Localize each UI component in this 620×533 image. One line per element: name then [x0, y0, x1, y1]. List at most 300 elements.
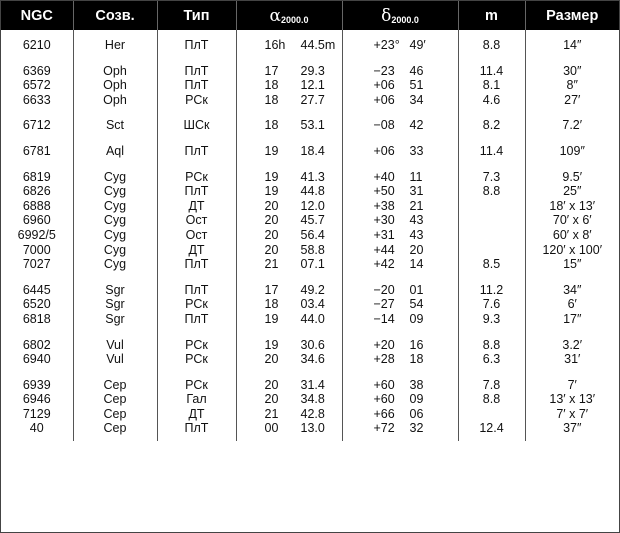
spacer-cell [157, 30, 236, 38]
ra-hours: 20 [264, 213, 279, 228]
cell-right-ascension [236, 297, 342, 312]
cell-type: Ост [157, 228, 236, 243]
cell-size: 30″ [563, 63, 582, 78]
cell-constellation: Cep [73, 421, 157, 436]
ra-minutes: 07.1 [300, 257, 325, 272]
cell-ngc: 6960 [1, 213, 73, 228]
dec-minutes: 43 [409, 213, 424, 228]
cell-constellation: Cyg [73, 170, 157, 185]
spacer-cell [458, 436, 525, 441]
cell-declination [342, 170, 458, 185]
cell-constellation: Oph [73, 93, 157, 108]
ra-minutes: 12.1 [300, 78, 325, 93]
cell-type: ПлТ [157, 144, 236, 159]
dec-minutes: 11 [409, 169, 423, 184]
cell-size: 9.5′ [562, 169, 583, 184]
cell-type: ШСк [157, 118, 236, 133]
ra-hours: 20 [264, 392, 279, 407]
dec-minutes: 14 [409, 257, 424, 272]
spacer-cell [458, 53, 525, 64]
ra-hours: 19 [264, 184, 279, 199]
cell-constellation: Vul [73, 352, 157, 367]
spacer-cell [1, 436, 73, 441]
cell-right-ascension [236, 199, 342, 214]
dec-degrees: +60 [373, 392, 395, 407]
ra-minutes: 44.0 [300, 311, 325, 326]
cell-constellation: Cep [73, 378, 157, 393]
group-spacer-row [1, 367, 619, 378]
ra-minutes: 27.7 [300, 92, 325, 107]
spacer-cell [157, 133, 236, 144]
ra-hours: 20 [264, 227, 279, 242]
spacer-cell [73, 436, 157, 441]
cell-declination [342, 338, 458, 353]
spacer-cell [236, 159, 342, 170]
ra-minutes: 41.3 [300, 169, 325, 184]
cell-declination [342, 78, 458, 93]
ra-hours: 18 [264, 297, 279, 312]
dec-minutes: 32 [409, 421, 424, 436]
table-row [1, 213, 619, 228]
header-magnitude: m [458, 1, 525, 30]
spacer-cell [157, 327, 236, 338]
cell-right-ascension [236, 392, 342, 407]
ra-minutes: 18.4 [300, 143, 325, 158]
cell-magnitude: 7.6 [458, 297, 525, 312]
cell-ngc: 7027 [1, 257, 73, 272]
cell-right-ascension [236, 228, 342, 243]
spacer-cell [525, 272, 619, 283]
table-row [1, 228, 619, 243]
spacer-cell [458, 133, 525, 144]
table-row [1, 297, 619, 312]
spacer-cell [342, 30, 458, 38]
cell-declination [342, 199, 458, 214]
spacer-cell [157, 159, 236, 170]
cell-right-ascension [236, 144, 342, 159]
cell-type: ПлТ [157, 421, 236, 436]
cell-type: ПлТ [157, 78, 236, 93]
group-spacer-row [1, 159, 619, 170]
spacer-cell [157, 367, 236, 378]
table-body [1, 30, 619, 441]
spacer-cell [525, 30, 619, 38]
ra-hours: 18 [264, 92, 279, 107]
dec-epoch: 2000.0 [391, 14, 419, 25]
ra-hours: 19 [264, 311, 279, 326]
ra-minutes: 34.6 [300, 352, 325, 367]
dec-minutes: 18 [409, 352, 424, 367]
spacer-cell [236, 327, 342, 338]
dec-degrees: +40 [373, 169, 395, 184]
cell-size: 8″ [566, 78, 578, 93]
spacer-cell [525, 367, 619, 378]
cell-right-ascension [236, 93, 342, 108]
spacer-cell [525, 159, 619, 170]
spacer-cell [342, 53, 458, 64]
cell-ngc: 6572 [1, 78, 73, 93]
cell-type: Ост [157, 213, 236, 228]
dec-minutes: 34 [409, 92, 424, 107]
cell-declination [342, 93, 458, 108]
cell-declination [342, 64, 458, 79]
spacer-cell [236, 53, 342, 64]
dec-degrees: +31 [373, 227, 395, 242]
cell-declination [342, 257, 458, 272]
spacer-cell [525, 107, 619, 118]
cell-magnitude [458, 407, 525, 422]
cell-type: РСк [157, 338, 236, 353]
ra-minutes: 56.4 [300, 227, 325, 242]
cell-magnitude: 8.2 [458, 118, 525, 133]
cell-right-ascension [236, 78, 342, 93]
dec-minutes: 31 [409, 184, 424, 199]
cell-right-ascension [236, 118, 342, 133]
table-row [1, 338, 619, 353]
spacer-cell [1, 367, 73, 378]
cell-magnitude: 11.2 [458, 283, 525, 298]
header-size: Размер [525, 1, 619, 30]
dec-minutes: 43 [409, 227, 424, 242]
cell-size: 109″ [559, 143, 585, 158]
dec-minutes: 42 [409, 118, 424, 133]
group-spacer-row [1, 53, 619, 64]
cell-declination [342, 144, 458, 159]
spacer-cell [236, 107, 342, 118]
cell-type: ПлТ [157, 312, 236, 327]
spacer-cell [236, 133, 342, 144]
spacer-cell [73, 159, 157, 170]
cell-constellation: Sct [73, 118, 157, 133]
dec-minutes: 54 [409, 297, 424, 312]
spacer-cell [342, 159, 458, 170]
dec-minutes: 21 [409, 198, 424, 213]
spacer-cell [1, 53, 73, 64]
cell-right-ascension [236, 283, 342, 298]
cell-declination [342, 312, 458, 327]
ra-minutes: 31.4 [300, 377, 325, 392]
cell-size: 7′ x 7′ [556, 406, 589, 421]
table-row [1, 378, 619, 393]
alpha-symbol: α [269, 5, 281, 26]
cell-right-ascension [236, 407, 342, 422]
cell-size: 70′ x 6′ [552, 213, 592, 228]
cell-constellation: Cep [73, 407, 157, 422]
dec-minutes: 01 [409, 282, 424, 297]
cell-ngc: 6940 [1, 352, 73, 367]
cell-ngc: 6445 [1, 283, 73, 298]
spacer-cell [1, 30, 73, 38]
ra-minutes: 42.8 [300, 406, 325, 421]
cell-size: 34″ [563, 282, 582, 297]
spacer-cell [236, 367, 342, 378]
header-ngc: NGC [1, 1, 73, 30]
cell-ngc: 6210 [1, 38, 73, 53]
spacer-cell [342, 133, 458, 144]
cell-declination [342, 392, 458, 407]
cell-declination [342, 297, 458, 312]
spacer-cell [525, 436, 619, 441]
cell-magnitude: 8.8 [458, 392, 525, 407]
spacer-cell [342, 436, 458, 441]
table-row [1, 243, 619, 258]
dec-degrees: +38 [373, 198, 395, 213]
cell-size: 18′ x 13′ [549, 198, 596, 213]
table-row [1, 170, 619, 185]
spacer-cell [458, 327, 525, 338]
ra-minutes: 03.4 [300, 297, 325, 312]
cell-size: 31′ [564, 352, 581, 367]
spacer-cell [1, 133, 73, 144]
ra-minutes: 49.2 [300, 282, 325, 297]
cell-size: 6′ [567, 297, 577, 312]
cell-magnitude: 8.1 [458, 78, 525, 93]
ra-hours: 00 [264, 421, 279, 436]
spacer-cell [157, 272, 236, 283]
cell-right-ascension [236, 38, 342, 53]
cell-magnitude: 9.3 [458, 312, 525, 327]
cell-constellation: Aql [73, 144, 157, 159]
cell-constellation: Her [73, 38, 157, 53]
dec-minutes: 09 [409, 311, 424, 326]
cell-right-ascension [236, 257, 342, 272]
dec-degrees: +50 [373, 184, 395, 199]
dec-minutes: 38 [409, 377, 424, 392]
group-spacer-row [1, 107, 619, 118]
cell-ngc: 6520 [1, 297, 73, 312]
spacer-cell [73, 133, 157, 144]
spacer-cell [1, 107, 73, 118]
table-row [1, 421, 619, 436]
group-spacer-row [1, 30, 619, 38]
table-row [1, 407, 619, 422]
spacer-cell [1, 327, 73, 338]
ra-hours: 21 [264, 406, 279, 421]
cell-type: ПлТ [157, 184, 236, 199]
spacer-cell [458, 107, 525, 118]
cell-right-ascension [236, 243, 342, 258]
dec-degrees: +06 [373, 92, 395, 107]
cell-magnitude: 6.3 [458, 352, 525, 367]
group-spacer-row [1, 133, 619, 144]
group-spacer-row [1, 436, 619, 441]
cell-magnitude: 12.4 [458, 421, 525, 436]
cell-constellation: Cep [73, 392, 157, 407]
dec-degrees: −23 [373, 63, 395, 78]
cell-declination [342, 378, 458, 393]
cell-type: РСк [157, 378, 236, 393]
ra-hours: 18 [264, 118, 279, 133]
ra-hours: 20 [264, 198, 279, 213]
spacer-cell [1, 272, 73, 283]
spacer-cell [525, 327, 619, 338]
cell-size: 14″ [563, 38, 582, 52]
ra-hours: 20 [264, 352, 279, 367]
cell-right-ascension [236, 184, 342, 199]
ra-minutes: 58.8 [300, 242, 325, 257]
cell-size: 60′ x 8′ [552, 227, 592, 242]
cell-right-ascension [236, 170, 342, 185]
table-row [1, 392, 619, 407]
cell-size: 3.2′ [562, 337, 583, 352]
dec-minutes: 33 [409, 143, 424, 158]
spacer-cell [458, 30, 525, 38]
table-row [1, 257, 619, 272]
dec-minutes: 51 [409, 78, 424, 93]
cell-ngc: 6802 [1, 338, 73, 353]
ra-minutes: 53.1 [300, 118, 325, 133]
cell-constellation: Cyg [73, 257, 157, 272]
ra-hours: 18 [264, 78, 279, 93]
dec-degrees: +42 [373, 257, 395, 272]
cell-right-ascension [236, 213, 342, 228]
header-right-ascension [236, 1, 342, 30]
spacer-cell [157, 53, 236, 64]
group-spacer-row [1, 327, 619, 338]
cell-ngc: 7129 [1, 407, 73, 422]
dec-degrees: +23° [373, 38, 400, 52]
cell-type: ДТ [157, 243, 236, 258]
spacer-cell [458, 367, 525, 378]
cell-right-ascension [236, 421, 342, 436]
header-declination [342, 1, 458, 30]
cell-type: РСк [157, 352, 236, 367]
cell-ngc: 6369 [1, 64, 73, 79]
cell-right-ascension [236, 312, 342, 327]
spacer-cell [73, 327, 157, 338]
cell-ngc: 6992/5 [1, 228, 73, 243]
cell-declination [342, 243, 458, 258]
table-row [1, 199, 619, 214]
table-row [1, 64, 619, 79]
table-row [1, 352, 619, 367]
dec-degrees: +60 [373, 377, 395, 392]
spacer-cell [342, 107, 458, 118]
cell-magnitude: 8.8 [458, 184, 525, 199]
ra-hours: 17 [264, 282, 279, 297]
table-row [1, 93, 619, 108]
ra-hours: 20 [264, 377, 279, 392]
cell-ngc: 6818 [1, 312, 73, 327]
table-row [1, 283, 619, 298]
cell-ngc: 6946 [1, 392, 73, 407]
ra-hours: 19 [264, 337, 279, 352]
delta-symbol: δ [381, 5, 392, 26]
dec-degrees: −08 [373, 118, 395, 133]
dec-minutes: 46 [409, 63, 424, 78]
cell-type: Гал [157, 392, 236, 407]
dec-degrees: +28 [373, 352, 395, 367]
cell-constellation: Sgr [73, 283, 157, 298]
spacer-cell [525, 53, 619, 64]
cell-ngc: 6819 [1, 170, 73, 185]
spacer-cell [73, 30, 157, 38]
dec-degrees: +20 [373, 337, 395, 352]
cell-constellation: Cyg [73, 213, 157, 228]
cell-magnitude: 11.4 [458, 144, 525, 159]
spacer-cell [236, 436, 342, 441]
ra-minutes: 29.3 [300, 63, 325, 78]
ngc-object-table [1, 1, 619, 441]
cell-type: ПлТ [157, 257, 236, 272]
cell-size: 27′ [564, 92, 581, 107]
cell-ngc: 6633 [1, 93, 73, 108]
cell-declination [342, 184, 458, 199]
table-row [1, 38, 619, 53]
dec-degrees: −20 [373, 282, 395, 297]
spacer-cell [157, 436, 236, 441]
cell-size: 37″ [563, 421, 582, 436]
cell-ngc: 6712 [1, 118, 73, 133]
spacer-cell [458, 159, 525, 170]
ra-epoch: 2000.0 [280, 14, 309, 25]
group-spacer-row [1, 272, 619, 283]
cell-declination [342, 213, 458, 228]
cell-size: 17″ [563, 311, 582, 326]
ra-hours: 16h [264, 38, 286, 52]
cell-magnitude: 8.8 [458, 338, 525, 353]
cell-constellation: Cyg [73, 184, 157, 199]
table-row [1, 118, 619, 133]
cell-type: ПлТ [157, 38, 236, 53]
table-row [1, 78, 619, 93]
dec-degrees: −14 [373, 311, 395, 326]
dec-degrees: +06 [373, 143, 395, 158]
cell-ngc: 6826 [1, 184, 73, 199]
dec-degrees: −27 [373, 297, 395, 312]
ra-hours: 21 [264, 257, 279, 272]
spacer-cell [73, 53, 157, 64]
cell-right-ascension [236, 352, 342, 367]
cell-magnitude [458, 243, 525, 258]
dec-minutes: 06 [409, 406, 424, 421]
cell-type: ПлТ [157, 283, 236, 298]
cell-declination [342, 283, 458, 298]
cell-right-ascension [236, 338, 342, 353]
table-row [1, 184, 619, 199]
cell-magnitude [458, 199, 525, 214]
ra-hours: 17 [264, 63, 279, 78]
cell-constellation: Oph [73, 78, 157, 93]
ra-minutes: 30.6 [300, 337, 325, 352]
cell-constellation: Cyg [73, 228, 157, 243]
cell-constellation: Sgr [73, 312, 157, 327]
cell-constellation: Oph [73, 64, 157, 79]
spacer-cell [342, 327, 458, 338]
cell-constellation: Vul [73, 338, 157, 353]
cell-declination [342, 228, 458, 243]
cell-magnitude: 8.8 [458, 38, 525, 53]
cell-right-ascension [236, 64, 342, 79]
cell-constellation: Cyg [73, 243, 157, 258]
dec-minutes: 49′ [409, 38, 426, 52]
cell-type: РСк [157, 170, 236, 185]
cell-size: 13′ x 13′ [549, 392, 596, 407]
cell-type: ДТ [157, 199, 236, 214]
dec-degrees: +66 [373, 406, 395, 421]
spacer-cell [525, 133, 619, 144]
spacer-cell [342, 272, 458, 283]
table-row [1, 312, 619, 327]
header-constellation: Созв. [73, 1, 157, 30]
cell-ngc: 40 [1, 421, 73, 436]
dec-minutes: 20 [409, 242, 424, 257]
cell-magnitude: 8.5 [458, 257, 525, 272]
spacer-cell [157, 107, 236, 118]
spacer-cell [236, 30, 342, 38]
dec-degrees: +06 [373, 78, 395, 93]
cell-declination [342, 352, 458, 367]
